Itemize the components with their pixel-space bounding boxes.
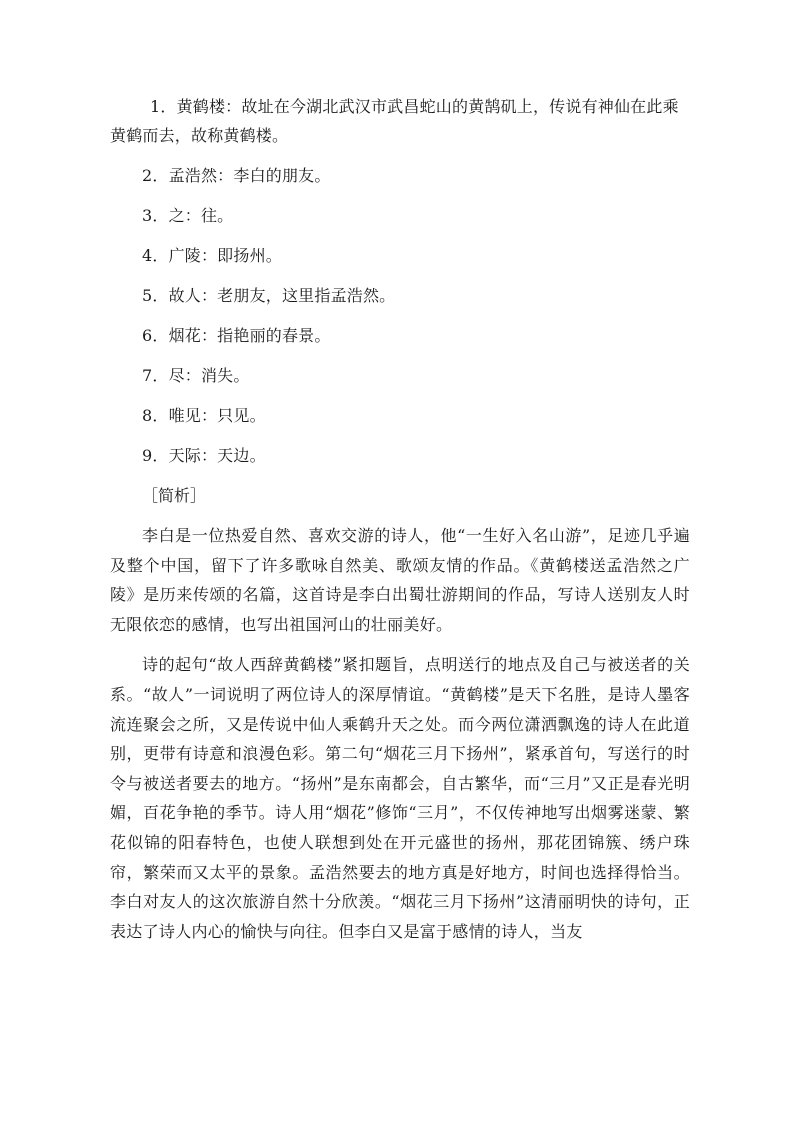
- note-1: 1．黄鹤楼：故址在今湖北武汉市武昌蛇山的黄鹄矶上，传说有神仙在此乘黄鹤而去，故称黄鹤楼。: [110, 97, 679, 145]
- note-4: 4．广陵：即扬州。: [142, 246, 282, 265]
- note-7: 7．尽：消失。: [142, 366, 250, 385]
- note-5: 5．故人：老朋友，这里指孟浩然。: [142, 286, 396, 305]
- analysis-paragraph-1: 李白是一位热爱自然、喜欢交游的诗人，他“一生好入名山游”，足迹几乎遍及整个中国，留下了许多歌咏自然美、歌颂友情的作品。《黄鹤楼送孟浩然之广陵》是历来传颂的名篇，这首诗是李白出蜀壮游期间的作品，写诗人送别友人时无限依恋的感情，也写出祖国河山的壮丽美好。: [110, 526, 690, 634]
- document-page: [110, 92, 690, 957]
- note-8: 8．唯见：只见。: [142, 406, 266, 425]
- analysis-paragraph-2: 诗的起句“故人西辞黄鹤楼”紧扣题旨，点明送行的地点及自己与被送者的关系。“故人”一词说明了两位诗人的深厚情谊。“黄鹤楼”是天下名胜，是诗人墨客流连聚会之所，又是传说中仙人乘鹤升天之处。而今两位潇洒飘逸的诗人在此道别，更带有诗意和浪漫色彩。第二句“烟花三月下扬州”，紧承首句，写送行的时令与被送者要去的地方。“扬州”是东南都会，自古繁华，而“三月”又正是春光明媚，百花争艳的季节。诗人用“烟花”修饰“三月”，不仅传神地写出烟雾迷蒙、繁花似锦的阳春特色，也使人联想到处在开元盛世的扬州，那花团锦簇、绣户珠帘，繁荣而又太平的景象。孟浩然要去的地方真是好地方，时间也选择得恰当。李白对友人的这次旅游自然十分欣羡。“烟花三月下扬州”这清丽明快的诗句，正表达了诗人内心的愉快与向往。但李白又是富于感情的诗人，当友: [110, 655, 690, 941]
- section-heading: ［简析］: [142, 486, 207, 505]
- note-2: 2．孟浩然：李白的朋友。: [142, 166, 331, 185]
- note-9: 9．天际：天边。: [142, 446, 266, 465]
- note-6: 6．烟花：指艳丽的春景。: [142, 326, 331, 345]
- note-3: 3．之：往。: [142, 206, 234, 225]
